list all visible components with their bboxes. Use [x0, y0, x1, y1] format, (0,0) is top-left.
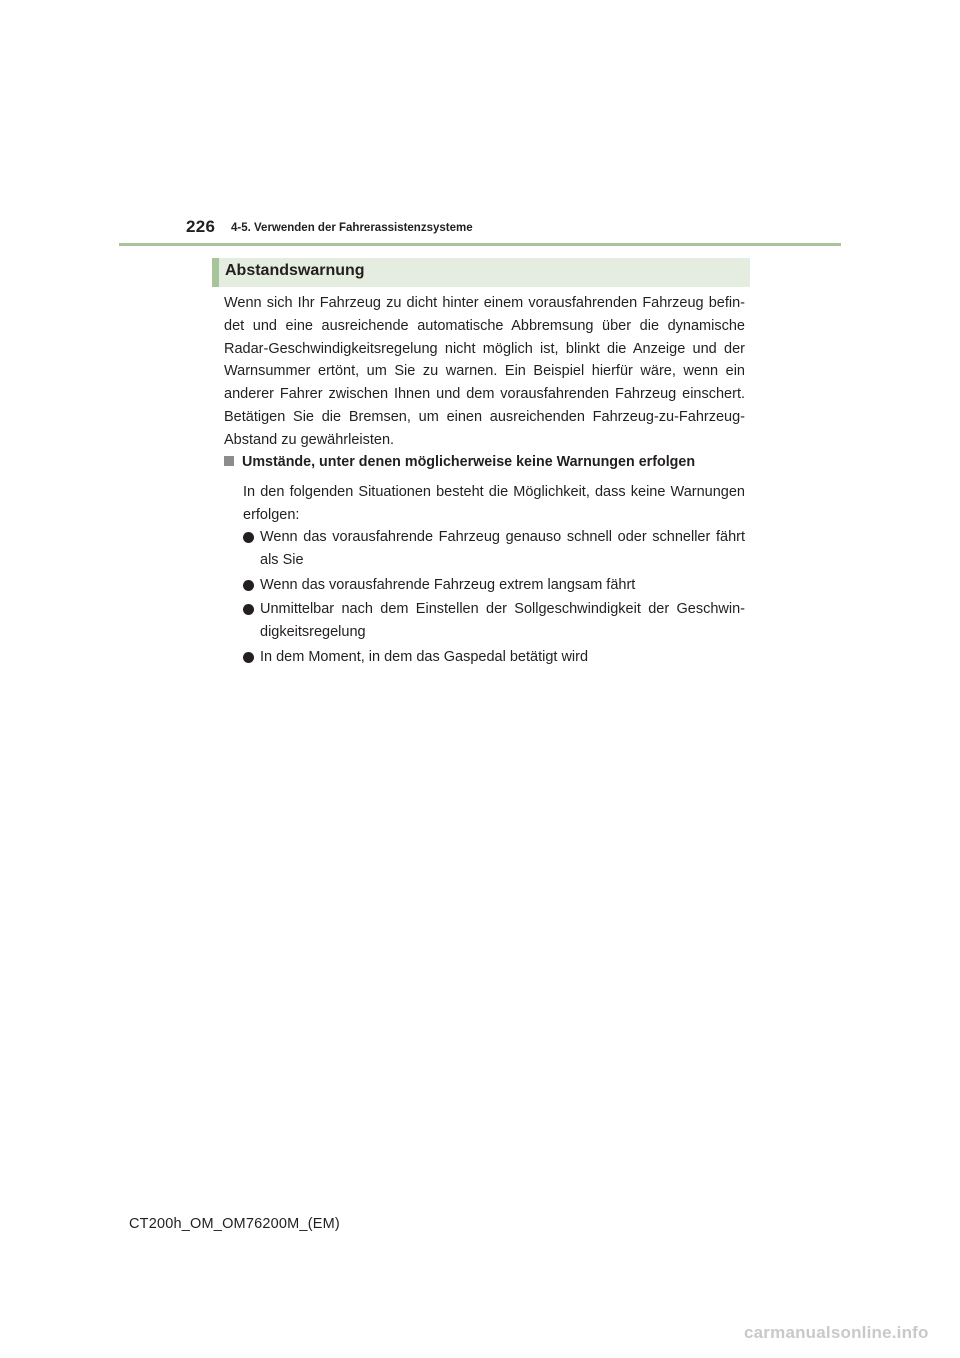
- footer-doc-code: CT200h_OM_OM76200M_(EM): [129, 1216, 340, 1232]
- list-item-text: Unmittelbar nach dem Einstellen der Sollgeschwindigkeit der Geschwindigkeitsregelung: [260, 601, 745, 641]
- list-item-text: Wenn das vorausfahrende Fahrzeug extrem langsam fährt: [260, 576, 636, 593]
- bullet-dot-icon: [243, 652, 254, 663]
- square-bullet-icon: [224, 456, 234, 466]
- subsection-title: Umstände, unter denen möglicherweise keine Warnungen erfolgen: [242, 454, 696, 470]
- bullet-list: [243, 526, 745, 671]
- section-title: 4-5. Verwenden der Fahrerassistenzsysteme: [231, 222, 473, 234]
- page-number: 226: [186, 217, 216, 236]
- list-item-text: In dem Moment, in dem das Gaspedal betätigt wird: [260, 648, 589, 665]
- list-item: [243, 598, 745, 644]
- list-item: [243, 646, 745, 669]
- heading-title: Abstandswarnung: [225, 262, 365, 279]
- list-item-text: Wenn das vorausfahrende Fahrzeug genauso schnell oder schneller fährt als Sie: [260, 529, 745, 568]
- subsection-intro: In den folgenden Situationen besteht die Möglichkeit, dass keine Warnungen erfolgen:: [243, 484, 745, 523]
- bullet-dot-icon: [243, 580, 254, 591]
- heading-bar: [212, 258, 750, 287]
- body-paragraph: Wenn sich Ihr Fahrzeug zu dicht hinter einem vorausfahrenden Fahrzeug befindet und eine ausreichende automatische Abbremsung über die dynamische Radar-Geschwindigkeitsregelung nicht möglich ist, blinkt die Anzeige und der Warnsummer ertönt, um Sie zu warnen. Ein Beispiel hierfür wäre, wenn ein anderer Fahrer zwischen Ihnen und dem vorausfahrenden Fahrzeug einschert. Betätigen Sie die Bremsen, um einen ausreichenden Fahrzeug-zu-Fahrzeug-Abstand zu gewährleisten.: [224, 295, 745, 448]
- list-item: [243, 574, 745, 597]
- bullet-dot-icon: [243, 532, 254, 543]
- watermark: carmanualsonline.info: [744, 1323, 929, 1342]
- list-item: [243, 526, 745, 572]
- bullet-dot-icon: [243, 604, 254, 615]
- header-divider: [119, 243, 841, 246]
- subsection-heading: [224, 454, 754, 470]
